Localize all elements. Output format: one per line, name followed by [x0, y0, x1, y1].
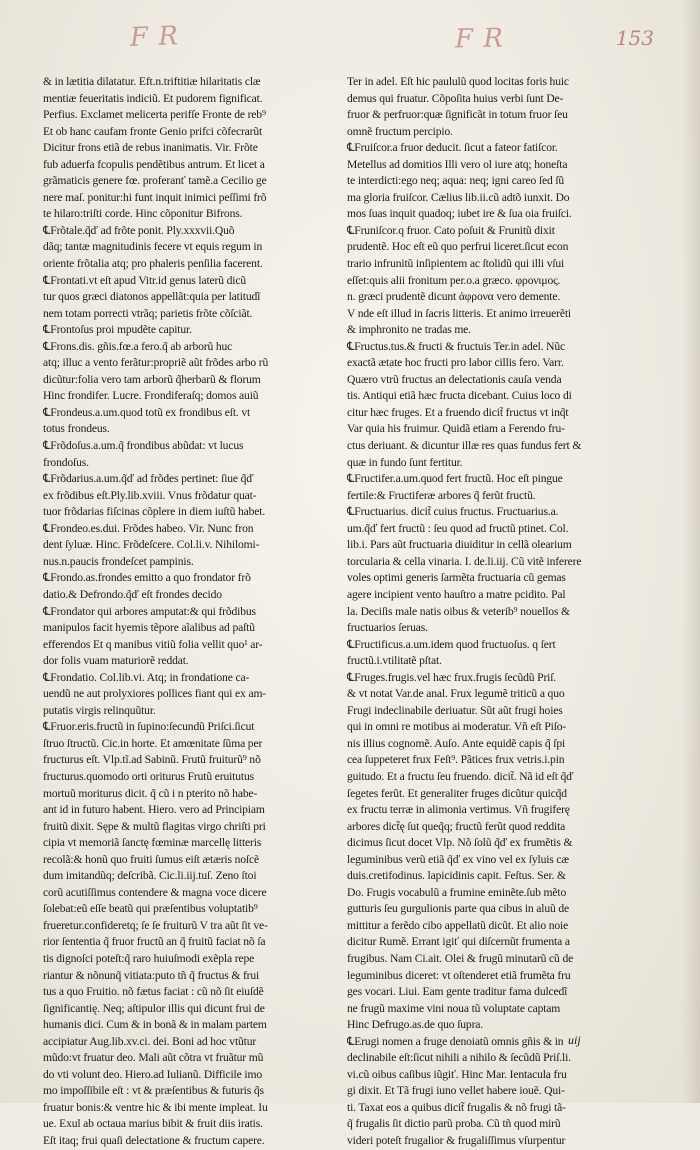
- right-text-column: [347, 74, 641, 1150]
- text-line: dor folis vuam maturiorẽ reddat.: [43, 654, 189, 668]
- text-line: ℄Fructus.tus.& fructi & fructuis Ter.in adel. Nũc: [347, 339, 566, 353]
- text-line: lib.i. Pars aũt fructuaria diuiditur in cellã olearium: [347, 538, 572, 552]
- text-line: Ter in adel. Eſt hic paululũ quod locitas foris huic: [347, 75, 569, 88]
- text-line: oriente frõtalia atq; pro phaleris penſilia facerent.: [43, 257, 263, 271]
- text-line: Var quia his fruimur. Quidã etiam a Ferendo fru-: [347, 422, 565, 436]
- text-line: voles optimi generis ſarmẽta fructuaria cũ gemas: [347, 571, 566, 585]
- text-line: tuor frõdarias fiſcinas cõplere in diem iuſtũ habet.: [43, 505, 266, 519]
- text-line: demus qui fruatur. Cõpoſita huius verbi ſunt De-: [347, 91, 564, 105]
- text-line: fructurus.quomodo orti oriturus Frutũ eruitutus: [43, 769, 254, 783]
- text-line: Dicitur frons etiã de rebus inanimatis. Vir. Frõte: [43, 141, 258, 155]
- text-line: ne frugũ maxime vini noua tũ voluptate captam: [347, 1001, 561, 1015]
- text-line: uendũ ne aut prolyxiores pollices fiant qui ex am-: [43, 687, 267, 701]
- text-line: omnẽ fructum percipio.: [347, 124, 453, 138]
- text-line: ℄Fruges.frugis.vel hæc frux.frugis ſecũdũ Priſ.: [347, 670, 557, 684]
- text-line: gi dixit. Et Tã frugi iuno vellet habere iouẽ. Qui-: [347, 1084, 565, 1098]
- text-line: ℄Fruniſcor.q fruor. Cato poſuit & Frunitũ dixit: [347, 223, 555, 237]
- text-line: grãmaticis genere fœ. proferanť tamẽ.a Cecilio ge: [43, 174, 267, 188]
- text-line: dum imitandũq; deſcribã. Cic.li.iij.tuſ. Zeno ſtoi: [43, 869, 257, 883]
- text-line: ℄Frondo.as.frondes emitto a quo frondator frõ: [43, 571, 251, 585]
- text-line: mortuũ moriturus dicit. q̃ cũ i n pterito nõ habe-: [43, 786, 258, 800]
- text-line: guitudo. Et a fructu ſeu fruendo. dicit̃. Nã id eſt q̃ď: [347, 769, 574, 783]
- text-line: gutturis ſeu gurgulionis parte qua cibus in aluũ de: [347, 902, 570, 916]
- text-line: ℄Frõtale.q̃ď ad frõte ponit. Ply.xxxvii.Quõ: [43, 223, 235, 237]
- text-line: ue. Exul ab octaua marius bibit & fruit diis iratis.: [43, 1117, 263, 1131]
- text-line: ℄Frondeus.a.um.quod totũ ex frondibus eſt. vt: [43, 405, 251, 419]
- text-line: dãq; tantæ magnitudinis fecere vt equis regum in: [43, 240, 263, 254]
- left-text-column: [43, 74, 337, 1150]
- text-line: citur hæc fruges. Et a fruendo dicit̃ fructus vt inq̃t: [347, 405, 569, 419]
- text-line: Hinc Defrugo.as.de quo ſupra.: [347, 1018, 484, 1032]
- text-line: Do. Frugis vocabulũ a frumine eminẽte.ſub mẽto: [347, 885, 567, 899]
- text-line: ant id in futuro habent. Hiero. vero ad Principiam: [43, 803, 265, 817]
- text-line: ti. Taxat eos a quibus dicit̃ frugalis & nõ frugi tã-: [347, 1100, 566, 1114]
- text-line: tus a quo Fruitio. nõ fætus faciat : cũ nõ ſit eiuſdẽ: [43, 985, 264, 999]
- text-line: ℄Frondator qui arbores amputat:& qui frõdibus: [43, 604, 256, 618]
- text-line: ges vocari. Liui. Eam gente traditur fama dulcedĩ: [347, 985, 568, 999]
- text-line: ma gloria fruiſcor. Cælius lib.ii.cũ adtõ iunxit. Do: [347, 190, 570, 204]
- text-line: & imphronito ne tradas me.: [347, 323, 471, 337]
- text-line: mittitur a ferẽdo cibo appellatũ dicũt. Et alio noie: [347, 918, 569, 932]
- text-line: rior ſententia q̃ fruor fructũ an q̃ fruitũ faciat nõ ſa: [43, 935, 266, 949]
- text-line: fertile:& Fructiferæ arbores q̃ ferũt fructũ.: [347, 488, 536, 502]
- text-line: do vti volunt deo. Hiero.ad Iulianũ. Difficile imo: [43, 1067, 262, 1081]
- text-line: nus.n.paucis frondeſcet pampinis.: [43, 554, 194, 568]
- text-line: corũ acutiſſimus contendere & magna voce dicere: [43, 885, 267, 899]
- text-line: vi.cũ oibus caſibus iũgiť. Hinc Mar. Ientacula fru: [347, 1067, 567, 1081]
- text-line: ℄Erugi nomen a fruge denoiatũ omnis gñis & in: [347, 1034, 564, 1048]
- text-line: ℄Frondeo.es.dui. Frõdes habeo. Vir. Nunc fron: [43, 521, 254, 535]
- text-line: leguminibus diceret: vt oſtenderet etiã frumẽta fru: [347, 968, 571, 982]
- text-line: ex frõdibus eſt.Ply.lib.xviii. Vnus frõdatur quat-: [43, 488, 257, 502]
- text-line: te hilaro:triſti corde. Hinc cõponitur Bifrons.: [43, 207, 243, 221]
- text-line: ſegetes ferũt. Et generaliter fruges dicũtur quicq̃d: [347, 786, 567, 800]
- page-edge-shadow: [682, 0, 700, 1103]
- text-line: duis.cretifodinus. lapicidinis capit. Feſtus. Ser. &: [347, 869, 566, 883]
- text-line: fructuarios ſeruas.: [347, 621, 428, 635]
- text-line: mo impoſſibile eſt : vt & præſentibus & futuris q̃s: [43, 1084, 264, 1098]
- text-line: quæ in fundo ſunt fertitur.: [347, 455, 463, 469]
- text-line: ctus deriuant. & dicuntur illæ res quas fundus fert &: [347, 439, 582, 453]
- text-line: ℄Frondatio. Col.lib.vi. Atq; in frondatione ca-: [43, 670, 250, 684]
- text-line: tur quos græci diatonos appellãt:quia per latitudĩ: [43, 290, 261, 304]
- text-line: Et ob hanc caufam fronte Genio prifci cõfecrarũt: [43, 124, 263, 138]
- text-line: fruatur bonis:& ventre hic & ibi mente impleat. Iu: [43, 1100, 268, 1114]
- text-line: atq; illuc a vento ferãtur:propriẽ aũt frõdes arbo rũ: [43, 356, 269, 370]
- text-line: mũdo:vt fruatur deo. Mali aũt cõtra vt fruãtur mũ: [43, 1051, 264, 1065]
- text-line: dicũtur:folia vero tam arborũ q̃herbarũ & florum: [43, 372, 261, 386]
- text-line: leguminibus verũ etiã q̃ď ex vino vel ex ſyluis cæ: [347, 852, 569, 866]
- text-line: efferendos Et q manibus vitiũ folia vellit quo¹ ar-: [43, 637, 263, 651]
- text-line: tis dignoſci poteſt:q̃ raro huiuſmodi exẽpla repe: [43, 951, 255, 965]
- text-line: nem totam porrecti vtrãq; parietis frõte cõſciãt.: [43, 306, 253, 320]
- text-line: ex fructu terræ in alimonia vertimus. Vñ frugiferę: [347, 803, 570, 817]
- text-line: putatis virgis relinquũtur.: [43, 703, 156, 717]
- text-line: ſignificantię. Neq; aſtipulor illis qui dicunt frui de: [43, 1001, 265, 1015]
- text-line: um.q̃ď fert fructũ : ſeu quod ad fructũ ptinet. Col.: [347, 521, 569, 535]
- text-line: fub aduerfa fcopulis pendẽtibus antrum. Et licet a: [43, 157, 265, 171]
- text-line: exactã ætate hoc fructi pro labor cillis fero. Varr.: [347, 356, 564, 370]
- text-line: ℄Frontoſus proi mpudẽte capitur.: [43, 323, 192, 337]
- text-line: ℄Fruiſcor.a fruor deducit. ſicut a fateor fatiſcor.: [347, 141, 558, 155]
- text-line: prudentẽ. Hoc eſt eũ quo perfrui liceret.ſicut econ: [347, 240, 569, 254]
- signature-mark: uij: [568, 1033, 581, 1047]
- text-line: fruor & perfruor:quæ ſignificãt in totum fruor ſeu: [347, 108, 568, 122]
- text-line: totus frondeus.: [43, 422, 110, 436]
- folio-number: 153: [615, 26, 654, 50]
- text-line: ſtruo ſtructũ. Cic.in horte. Et amœnitate ſũma per: [43, 736, 263, 750]
- text-line: recolã:& honũ quo fruiti ſumus eiſt ætæris noſcẽ: [43, 852, 259, 866]
- text-line: manipulos facit hyemis tẽpore aĩalibus ad paſtũ: [43, 621, 255, 635]
- text-line: Frugi indeclinabile deriuatur. Sũt aũt frugi hoies: [347, 703, 563, 717]
- text-line: dicitur Rumẽ. Errant igiť qui diſcernũt frumenta a: [347, 935, 570, 949]
- text-line: dicimus ſicut docet Vlp. Nõ ſolũ q̃ď ex frumẽtis &: [347, 836, 573, 850]
- text-line: datio.& Defrondo.q̃ď eſt frondes decido: [43, 587, 222, 601]
- text-line: Metellus ad domitios Illi vero ol iure atq; honeſta: [347, 157, 568, 171]
- text-line: declinabile eſt:ſicut nihili a nihilo & ſecũdũ Priſ.li.: [347, 1051, 571, 1065]
- text-line: q̃ frugalis ſit dictio parũ proba. Cũ tñ quod mirũ: [347, 1117, 561, 1131]
- text-line: ℄Fructuarius. dicit̃ cuius fructus. Fructuarius.a.: [347, 505, 559, 519]
- text-line: trario infrunitũ inſipientem ac ſtolidũ qui illi vſui: [347, 257, 565, 271]
- text-line: cea ſuppeteret frux Feſt⁹. Pãtices frux vetris.i.pin: [347, 753, 565, 767]
- header-mark-left: F R: [129, 21, 180, 53]
- text-line: nere maſ. ponitur:hi funt inquit inimici peſſimi frõ: [43, 190, 267, 204]
- text-line: mos ſuas inquit quadoq; iubet ire & ſua oia fruiſci.: [347, 207, 572, 221]
- text-line: ℄Fructificus.a.um.idem quod fructuoſus. q ſert: [347, 637, 556, 651]
- text-line: videri poteſt frugalior & frugaliſſimus vſurpentur: [347, 1134, 566, 1147]
- text-line: frueretur.confideretq; ſe ſe fruiturũ V tra aũt ſit ve-: [43, 918, 268, 932]
- text-line: ℄Frõdarius.a.um.q̃ď ad frõdes pertinet: ſiue q̃ď: [43, 472, 254, 486]
- header-mark-right: F R: [454, 23, 505, 55]
- text-line: riantur & nõnunq̃ vitiata:puto tñ q̃ fructus & frui: [43, 968, 260, 982]
- text-line: fructũ.i.vtilitatẽ pſtat.: [347, 654, 442, 668]
- text-line: ſolebat:eũ eſſe beatũ qui præſentibus voluptatib⁹: [43, 902, 258, 916]
- text-line: torcularia & cella vinaria. I. de.li.iij. Cũ vitẽ inferere: [347, 554, 582, 568]
- text-line: Perfius. Exclamet melicerta perifſe Fronte de reb⁹: [43, 108, 266, 122]
- text-line: tis. Antiqui etiã hæc fructa dicebant. Cuius loco di: [347, 389, 572, 403]
- header-marks: [0, 22, 700, 62]
- text-line: arbores dict̃ę ſut queq̃q; fructũ ferũt quod reddita: [347, 819, 566, 833]
- text-line: ℄Fructifer.a.um.quod fert fructũ. Hoc eſt pingue: [347, 472, 563, 486]
- text-line: fruitũ dixit. Sępe & multũ flagitas virgo chriſti pri: [43, 819, 266, 833]
- text-line: Hinc frondifer. Lucre. Frondiferaſq; domos auiũ: [43, 389, 259, 403]
- text-line: ℄Frõdoſus.a.um.q̃ frondibus abũdat: vt lucus: [43, 439, 244, 453]
- text-line: & in lætitia dilatatur. Eft.n.triftitiæ hilaritatis clæ: [43, 75, 261, 88]
- text-line: humanis dici. Cum & in bonã & in malam partem: [43, 1018, 267, 1032]
- text-line: & vt notat Var.de anal. Frux legumẽ triticũ a quo: [347, 687, 565, 701]
- text-line: te interdicti:ego neq; aqua: neq; igni careo ſed ſũ: [347, 174, 565, 188]
- text-line: frugibus. Nam Ci.ait. Olei & frugũ minutarũ cũ de: [347, 951, 574, 965]
- text-line: accipiatur Aug.lib.xv.ci. dei. Boni ad hoc vtũtur: [43, 1034, 257, 1048]
- text-line: ℄Frontati.vt eſt apud Vitr.id genus laterũ dicũ: [43, 273, 246, 287]
- text-line: ℄Fruor.eris.fructũ in ſupino:ſecundũ Priſci.ſicut: [43, 720, 255, 734]
- text-line: ℄Frons.dis. gñis.fœ.a fero.q̃ ab arborũ huc: [43, 339, 233, 353]
- text-line: dent ſyluæ. Hinc. Frõdeſcere. Col.li.v. Nihilomi-: [43, 538, 260, 552]
- text-line: cipia vt memoriã ſanctę fœminæ marcellę litteris: [43, 836, 262, 850]
- text-line: fructurus eſt. Vlp.tĩ.ad Sabinũ. Frutũ fruiturũ⁹ nõ: [43, 753, 261, 767]
- text-line: agere incipient vento hauſtro a matre pcidito. Pal: [347, 587, 566, 601]
- text-line: eſſet:quis alii fronitum per.o.a græco. φρονιμος.: [347, 273, 561, 287]
- text-line: nis illius cognomẽ. Auſo. Ante equidẽ capis q̃ ſpi: [347, 736, 566, 750]
- text-line: Quæro vtrũ fructus an delectationis cauſa venda: [347, 372, 562, 386]
- text-line: Eſt itaq; frui quaſi delectatione & fructum capere.: [43, 1134, 265, 1147]
- text-line: frondoſus.: [43, 455, 89, 469]
- text-line: mentiæ feueritatis indiciũ. Et pudorem fignificat.: [43, 91, 263, 105]
- text-line: V nde eſt illud in ſacris litteris. Et animo irreuerẽti: [347, 306, 571, 320]
- text-line: la. Deciſis male natis oibus & veterib⁹ nouellos &: [347, 604, 570, 618]
- text-line: n. græci prudentẽ dicunt ἀφρονα vero demente.: [347, 290, 561, 304]
- text-line: qui in omni re motibus ai moderatur. Vñ eſt Piſo-: [347, 720, 567, 734]
